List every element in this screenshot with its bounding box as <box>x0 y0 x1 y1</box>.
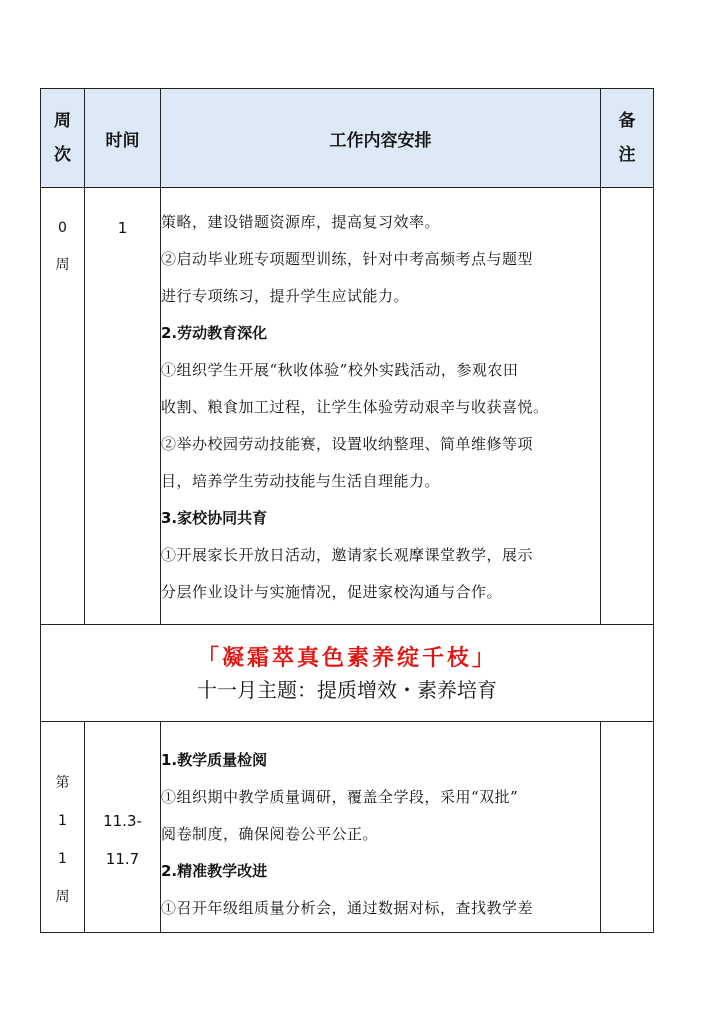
header-time: 时间 <box>85 89 161 188</box>
header-content: 工作内容安排 <box>161 89 601 188</box>
content-line: ①开展家长开放日活动，邀请家长观摩课堂教学，展示 <box>161 546 534 564</box>
banner-row <box>41 625 654 722</box>
table-row <box>41 722 654 933</box>
section-heading: 2.精准教学改进 <box>161 862 268 880</box>
week-char: 周 <box>55 889 70 905</box>
content-cell <box>161 722 601 933</box>
note-cell <box>601 188 654 625</box>
header-week-char: 次 <box>54 145 71 165</box>
header-note-cell <box>601 89 654 188</box>
header-note-char: 备 <box>618 111 636 131</box>
time-value: 1 <box>117 219 128 237</box>
week-char: 周 <box>55 257 70 273</box>
content-line: ①组织期中教学质量调研，覆盖全学段，采用“双批” <box>161 788 519 806</box>
header-note-char: 注 <box>618 145 636 165</box>
content-line: 阅卷制度，确保阅卷公平公正。 <box>161 825 379 843</box>
week-char: 第 <box>55 775 70 791</box>
header-row <box>41 89 654 188</box>
content-line: ②举办校园劳动技能赛，设置收纳整理、简单维修等项 <box>161 435 534 453</box>
header-week-char: 周 <box>54 111 71 131</box>
content-line: 进行专项练习，提升学生应试能力。 <box>161 287 410 305</box>
section-heading: 1.教学质量检阅 <box>161 751 268 769</box>
time-cell <box>85 722 161 933</box>
section-heading: 2.劳动教育深化 <box>161 324 268 342</box>
content-line: ①组织学生开展“秋收体验”校外实践活动，参观农田 <box>161 361 519 379</box>
content-cell <box>161 188 601 625</box>
week-char: 0 <box>58 220 67 236</box>
section-heading: 3.家校协同共育 <box>161 509 268 527</box>
content-line: 策略，建设错题资源库，提高复习效率。 <box>161 213 441 231</box>
note-cell <box>601 722 654 933</box>
table-row <box>41 188 654 625</box>
schedule-table <box>40 88 654 933</box>
banner-cell <box>41 625 654 722</box>
month-theme: 十一月主题：提质增效・素养培育 <box>197 678 497 702</box>
motto-text: 「凝霜萃真色素养绽千枝」 <box>196 645 497 671</box>
week-char: 1 <box>58 813 67 829</box>
time-cell <box>85 188 161 625</box>
week-cell <box>41 188 85 625</box>
content-line: 收割、粮食加工过程，让学生体验劳动艰辛与收获喜悦。 <box>161 398 549 416</box>
header-week-cell <box>41 89 85 188</box>
time-line: 11.7 <box>105 850 140 868</box>
content-line: 目，培养学生劳动技能与生活自理能力。 <box>161 472 441 490</box>
week-char: 1 <box>58 851 67 867</box>
content-line: 分层作业设计与实施情况，促进家校沟通与合作。 <box>161 583 503 601</box>
content-line: ②启动毕业班专项题型训练，针对中考高频考点与题型 <box>161 250 534 268</box>
week-cell <box>41 722 85 933</box>
time-line: 11.3- <box>103 812 142 830</box>
content-line: ①召开年级组质量分析会，通过数据对标，查找教学差 <box>161 899 534 917</box>
